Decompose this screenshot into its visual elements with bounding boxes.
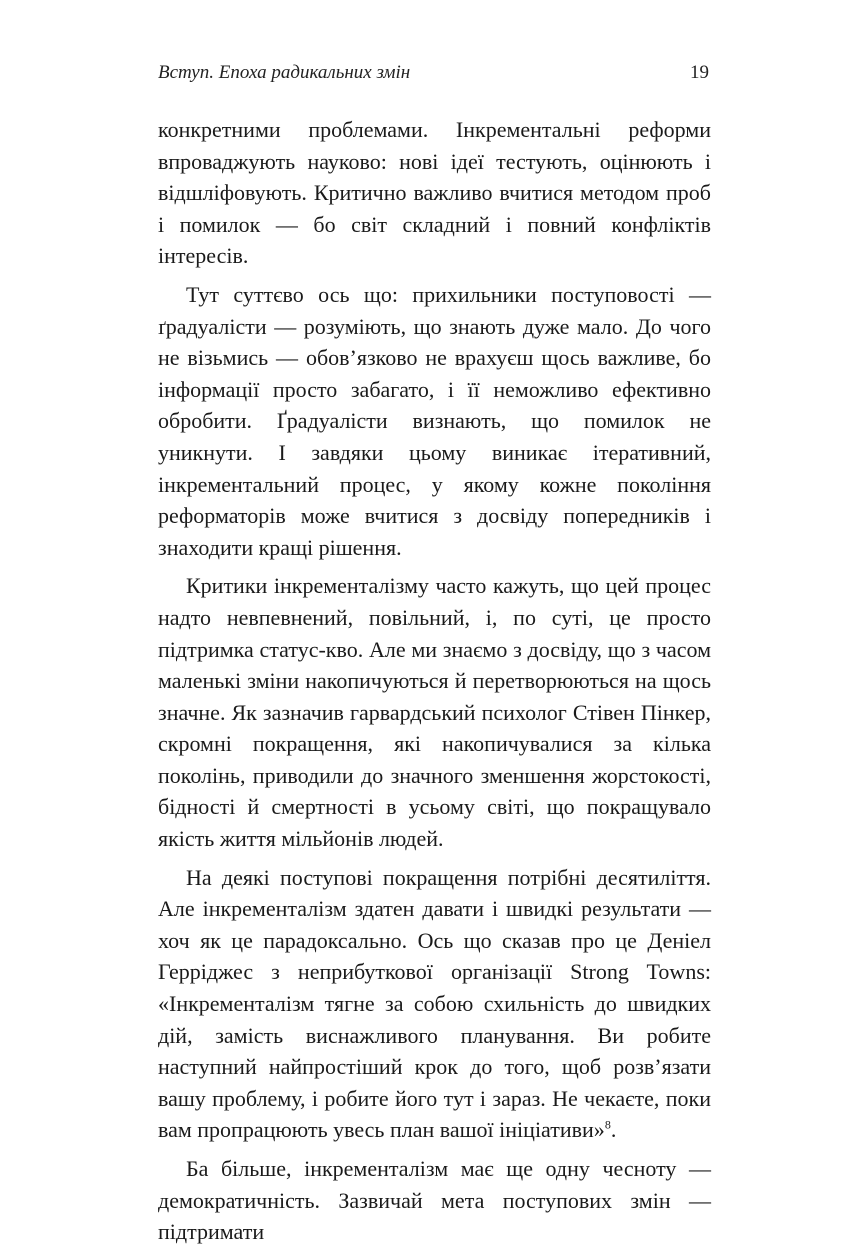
paragraph-quick-results xyxy=(158,862,711,1146)
paragraph-gradualists: Тут суттєво ось що: прихильники поступовості — ґрадуалісти — розуміють, що знають дуже мало. До чого не візьмись — обов’язково не врахуєш щось важливе, бо інформації просто забагато, і її неможливо ефективно обробити. Ґрадуалісти визнають, що помилок не уникнути. І завдяки цьому виникає ітеративний, інкрементальний процес, у якому кожне покоління реформаторів може вчитися з досвіду попередників і знаходити кращі рішення. xyxy=(158,281,711,560)
paragraph-continuation: конкретними проблемами. Інкрементальні реформи впроваджують науково: нові ідеї тестують, оцінюють і відшліфовують. Критично важливо вчитися методом проб і помилок — бо світ складний і повний конфліктів інтересів. xyxy=(158,117,711,269)
paragraph-quick-results-text: На деякі поступові покращення потрібні десятиліття. Але інкременталізм здатен давати і швидкі результати — хоч як це парадоксально. Ось що сказав про це Деніел Герріджес з неприбуткової організації Strong Towns: «Інкременталізм тягне за собою схильність до швидких дій, замість виснажливого планування. Ви робите наступний найпростіший крок до того, щоб розв’язати вашу проблему, і робите його тут і зараз. Не чекаєте, поки вам пропрацюють увесь план вашої ініціативи» xyxy=(158,864,711,1143)
footnote-marker[interactable]: 8 xyxy=(604,1118,611,1133)
paragraph-quick-results-tail: . xyxy=(610,1117,617,1143)
body-text xyxy=(158,114,711,1248)
running-title: Вступ. Епоха радикальних змін xyxy=(158,62,411,83)
page-number: 19 xyxy=(690,62,709,83)
paragraph-critics: Критики інкременталізму часто кажуть, що цей процес надто невпевнений, повільний, і, по суті, це просто підтримка статус-кво. Але ми знаємо з досвіду, що з часом маленькі зміни накопичуються й перетворюються на щось значне. Як зазначив гарвардський психолог Стівен Пінкер, скромні покращення, які накопичувалися за кілька поколінь, приводили до значного зменшення жорстокості, бідності й смертності в усьому світі, що покращувало якість життя мільйонів людей. xyxy=(158,573,711,852)
paragraph-democratic: Ба більше, інкременталізм має ще одну чесноту — демократичність. Зазвичай мета поступових змін — підтримати xyxy=(158,1156,711,1245)
